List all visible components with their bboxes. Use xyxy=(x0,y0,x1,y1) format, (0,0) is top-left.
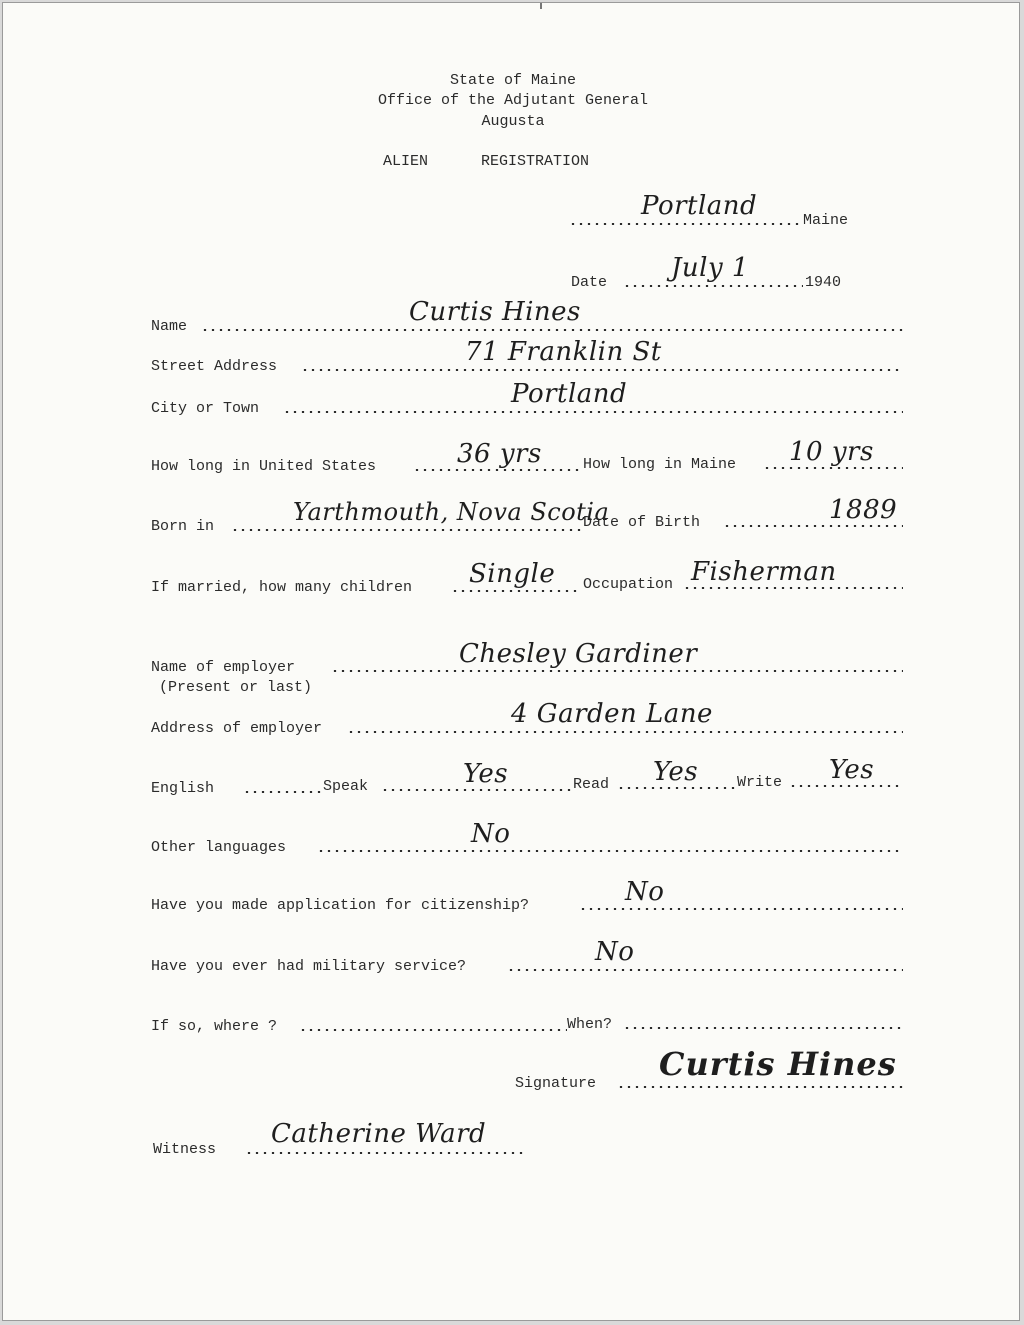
witness-dots xyxy=(245,1152,525,1154)
date-year: 1940 xyxy=(805,274,842,291)
occupation-label: Occupation xyxy=(583,576,674,593)
read-label: Read xyxy=(573,776,610,793)
registration-form-sheet xyxy=(2,2,1020,1321)
military-dots xyxy=(507,969,903,971)
employer-address-value: 4 Garden Lane xyxy=(511,699,713,729)
street-dots xyxy=(301,369,903,371)
street-value: 71 Franklin St xyxy=(465,337,662,367)
signature-value: Curtis Hines xyxy=(659,1045,897,1083)
read-dots xyxy=(617,787,737,789)
employer-dots xyxy=(331,670,903,672)
dob-label: Date of Birth xyxy=(583,514,701,531)
speak-label: Speak xyxy=(323,778,369,795)
employer-address-label: Address of employer xyxy=(151,720,323,737)
street-label: Street Address xyxy=(151,358,278,375)
citizenship-label: Have you made application for citizenship? xyxy=(151,897,530,914)
scan-mark xyxy=(540,3,542,9)
write-value: Yes xyxy=(829,755,875,785)
children-label: If married, how many children xyxy=(151,579,413,596)
where-dots xyxy=(299,1029,567,1031)
occupation-dots xyxy=(683,587,903,589)
header-office: Office of the Adjutant General xyxy=(377,92,649,109)
maine-label: How long in Maine xyxy=(583,456,737,473)
other-languages-value: No xyxy=(471,819,511,849)
date-label: Date xyxy=(571,274,608,291)
write-label: Write xyxy=(737,774,783,791)
us-dots xyxy=(413,469,581,471)
english-dots xyxy=(243,791,323,793)
military-label: Have you ever had military service? xyxy=(151,958,467,975)
place-suffix: Maine xyxy=(803,212,849,229)
title-alien: ALIEN xyxy=(383,153,429,170)
header-state: State of Maine xyxy=(449,72,577,89)
name-dots xyxy=(201,329,903,331)
city-dots xyxy=(283,411,903,413)
city-label: City or Town xyxy=(151,400,260,417)
city-value: Portland xyxy=(511,379,628,409)
children-value: Single xyxy=(469,559,556,589)
witness-label: Witness xyxy=(153,1141,217,1158)
when-dots xyxy=(623,1027,903,1029)
employer-address-dots xyxy=(347,731,903,733)
read-value: Yes xyxy=(653,757,699,787)
date-dots xyxy=(623,285,803,287)
place-dots xyxy=(569,223,801,225)
header-city: Augusta xyxy=(481,113,545,130)
speak-dots xyxy=(381,789,571,791)
born-dots xyxy=(231,529,581,531)
signature-label: Signature xyxy=(515,1075,597,1092)
dob-dots xyxy=(723,525,903,527)
date-value: July 1 xyxy=(671,253,749,283)
english-label: English xyxy=(151,780,215,797)
citizenship-value: No xyxy=(625,877,665,907)
maine-dots xyxy=(763,467,903,469)
military-value: No xyxy=(595,937,635,967)
speak-value: Yes xyxy=(463,759,509,789)
witness-value: Catherine Ward xyxy=(271,1119,487,1149)
born-label: Born in xyxy=(151,518,215,535)
employer-label: Name of employer xyxy=(151,659,296,676)
dob-value: 1889 xyxy=(829,495,898,525)
employer-sublabel: (Present or last) xyxy=(159,679,313,696)
children-dots xyxy=(451,590,581,592)
citizenship-dots xyxy=(579,908,903,910)
title-registration: REGISTRATION xyxy=(481,153,590,170)
occupation-value: Fisherman xyxy=(691,557,837,587)
write-dots xyxy=(789,785,903,787)
born-value: Yarthmouth, Nova Scotia xyxy=(293,498,610,526)
when-label: When? xyxy=(567,1016,613,1033)
signature-dots xyxy=(617,1086,907,1088)
name-label: Name xyxy=(151,318,188,335)
other-languages-dots xyxy=(317,850,903,852)
other-languages-label: Other languages xyxy=(151,839,287,856)
employer-value: Chesley Gardiner xyxy=(459,639,698,669)
maine-value: 10 yrs xyxy=(789,437,874,467)
name-value: Curtis Hines xyxy=(409,297,581,327)
where-label: If so, where ? xyxy=(151,1018,278,1035)
us-value: 36 yrs xyxy=(457,439,542,469)
us-label: How long in United States xyxy=(151,458,377,475)
place-value: Portland xyxy=(641,191,758,221)
